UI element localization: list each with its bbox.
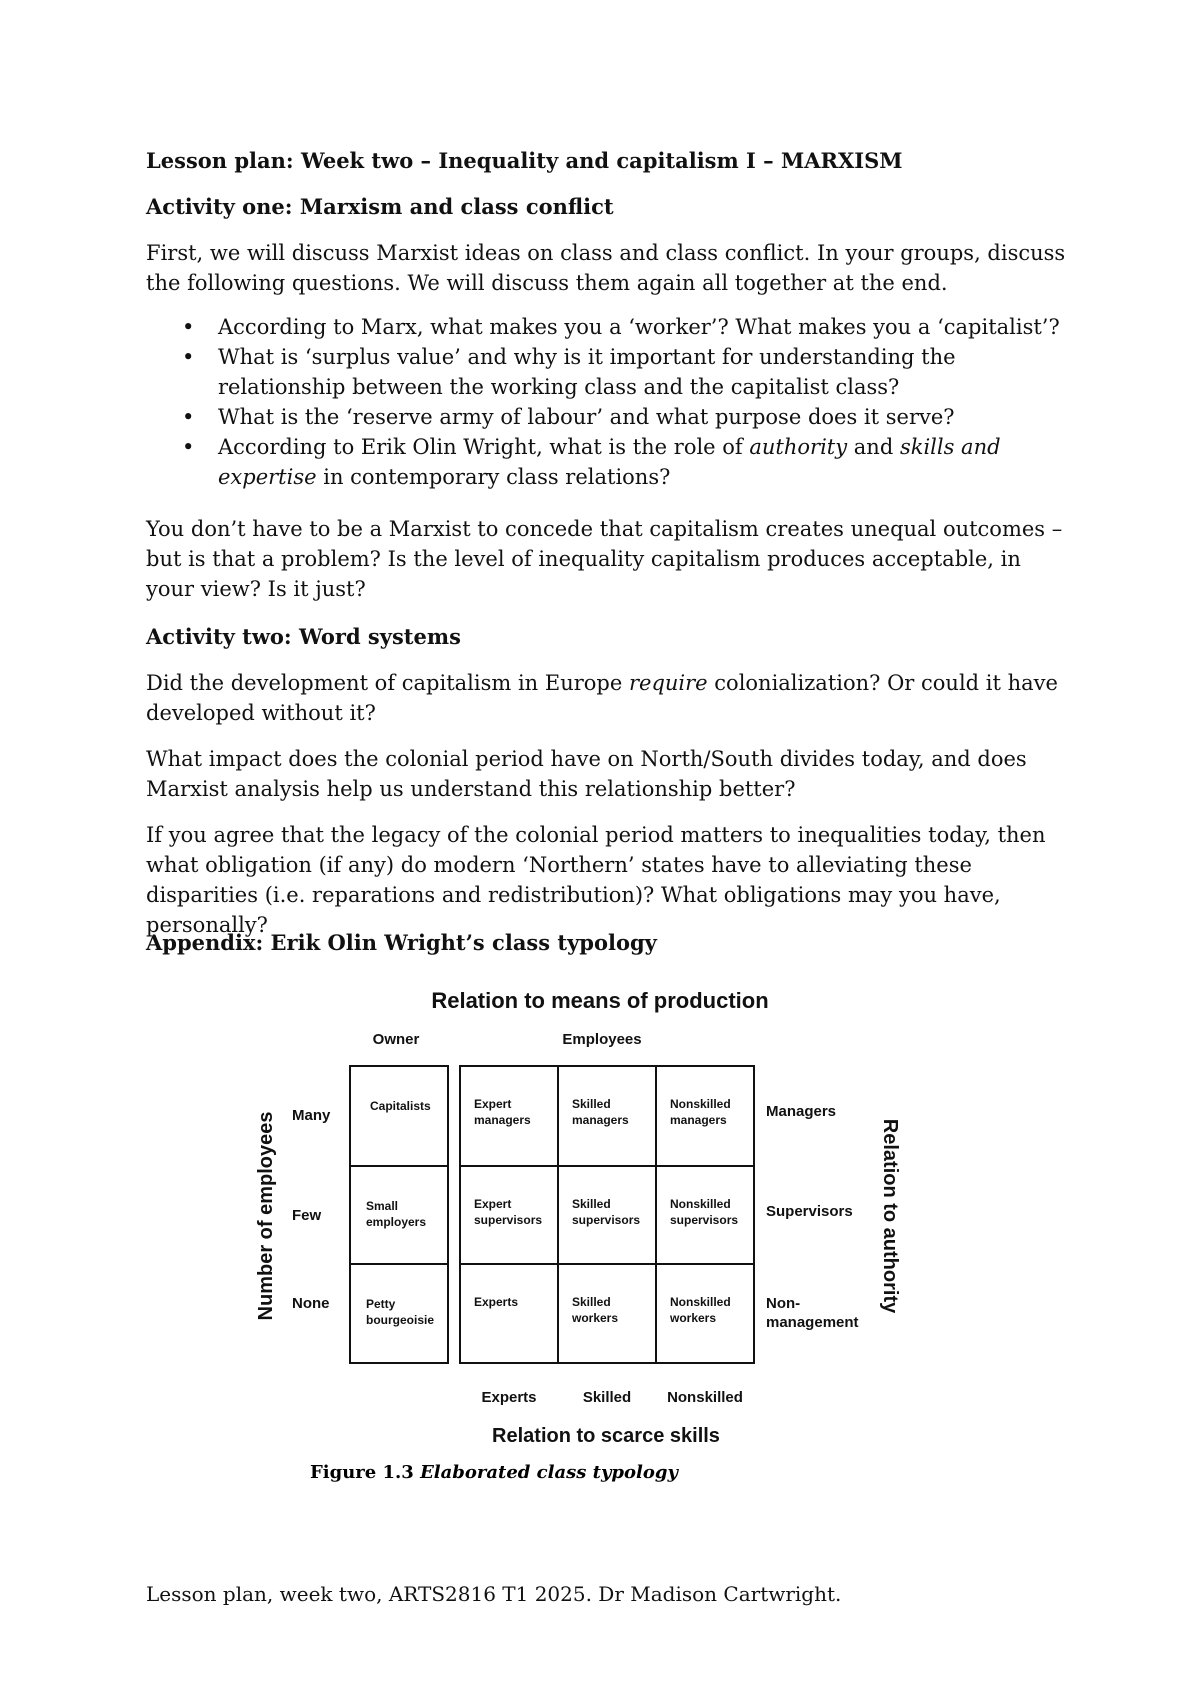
employee-cell-text: Experts	[474, 1295, 519, 1309]
employee-cell-text: supervisors	[572, 1213, 641, 1227]
question-item	[146, 432, 1066, 492]
bullet-icon: •	[182, 315, 195, 339]
row-label: Many	[292, 1107, 331, 1124]
question-text-part: According to Erik Olin Wright, what is the role of	[218, 435, 750, 459]
employee-cell-text: managers	[572, 1113, 629, 1127]
question-text: What is the ‘reserve army of labour’ and what purpose does it serve?	[218, 405, 955, 429]
left-axis-label: Number of employees	[255, 1111, 277, 1321]
page-footer: Lesson plan, week two, ARTS2816 T1 2025. Dr Madison Cartwright.	[146, 1582, 842, 1606]
skill-label: Skilled	[582, 1389, 632, 1406]
activity-two-paragraph-3: If you agree that the legacy of the colonial period matters to inequalities today, then what obligation (if any) do modern ‘Northern’ states have to alleviating these disparities (i.e. reparations and redistribution)? What obligations may you have, personally?	[146, 823, 1046, 937]
question-item	[146, 342, 1066, 402]
owner-cell-text: Small	[366, 1199, 399, 1213]
bottom-axis-label: Relation to scarce skills	[492, 1425, 720, 1447]
employee-cell-text: Expert	[474, 1197, 512, 1211]
figure-caption	[310, 1462, 679, 1483]
row-label: None	[292, 1295, 330, 1312]
employee-cell-text: Skilled	[572, 1097, 611, 1111]
caption-title: Elaborated class typology	[420, 1462, 678, 1483]
skill-label: Nonskilled	[667, 1389, 743, 1406]
bullet-icon: •	[182, 405, 195, 429]
bullet-icon: •	[182, 345, 195, 369]
question-item	[146, 312, 1066, 342]
employee-cell-text: supervisors	[474, 1213, 543, 1227]
owner-cell-text: bourgeoisie	[366, 1313, 435, 1327]
question-emphasis: authority	[749, 435, 848, 459]
activity-two-paragraph-1	[146, 668, 1066, 728]
question-text-part: in contemporary class relations?	[316, 465, 671, 489]
employee-cell-text: workers	[670, 1311, 717, 1325]
appendix-heading: Appendix: Erik Olin Wright’s class typology	[146, 930, 657, 955]
class-typology-diagram	[240, 982, 960, 1512]
employee-cell-text: workers	[572, 1311, 619, 1325]
paragraph-emphasis: require	[628, 671, 708, 695]
class-typology-figure	[240, 982, 960, 1512]
document-title: Lesson plan: Week two – Inequality and capitalism I – MARXISM	[146, 148, 903, 173]
activity-one-heading: Activity one: Marxism and class conflict	[146, 194, 614, 219]
right-axis-label: Relation to authority	[879, 1118, 901, 1314]
discussion-questions-list	[146, 312, 1066, 492]
activity-two-paragraph-2: What impact does the colonial period have on North/South divides today, and does Marxist analysis help us understand this relationship better?	[146, 747, 1027, 801]
row-label: Few	[292, 1207, 322, 1224]
employee-cell-text: supervisors	[670, 1213, 739, 1227]
question-text-part: and	[847, 435, 900, 459]
authority-label: Non-	[766, 1295, 801, 1312]
paragraph-text-part: Did the development of capitalism in Europe	[146, 671, 629, 695]
employee-cell-text: Nonskilled	[670, 1097, 731, 1111]
caption-label: Figure 1.3	[310, 1462, 421, 1483]
skill-label: Experts	[481, 1389, 537, 1406]
owner-cell-text: employers	[366, 1215, 427, 1229]
question-text: What is ‘surplus value’ and why is it important for understanding the relationship between the working class and the capitalist class?	[218, 345, 956, 399]
employee-cell-text: Expert	[474, 1097, 512, 1111]
activity-one-closing: You don’t have to be a Marxist to concede that capitalism creates unequal outcomes – but is that a problem? Is the level of inequality capitalism produces acceptable, in your view? Is it just?	[146, 517, 1063, 601]
activity-one-intro: First, we will discuss Marxist ideas on class and class conflict. In your groups, discuss the following questions. We will discuss them again all together at the end.	[146, 241, 1066, 295]
question-emphasis: skills and expertise	[218, 435, 1001, 489]
question-item	[146, 402, 1066, 432]
employees-label: Employees	[562, 1031, 642, 1048]
bullet-icon: •	[182, 435, 195, 459]
owner-cell-text: Petty	[366, 1297, 396, 1311]
owner-cell-text: Capitalists	[370, 1099, 431, 1113]
owner-label: Owner	[372, 1031, 420, 1048]
employee-cell-text: managers	[474, 1113, 531, 1127]
employee-cell-text: Nonskilled	[670, 1295, 731, 1309]
figure-top-title: Relation to means of production	[431, 988, 769, 1013]
authority-label: Managers	[766, 1103, 837, 1120]
employee-cell-text: Skilled	[572, 1295, 611, 1309]
authority-label: Supervisors	[766, 1203, 853, 1220]
employee-cell-text: managers	[670, 1113, 727, 1127]
authority-label: management	[766, 1314, 859, 1331]
activity-two-heading: Activity two: Word systems	[146, 624, 461, 649]
question-text: According to Marx, what makes you a ‘worker’? What makes you a ‘capitalist’?	[218, 315, 1060, 339]
paragraph-text-part: colonialization? Or could it have developed without it?	[146, 671, 1058, 725]
employee-cell-text: Nonskilled	[670, 1197, 731, 1211]
employee-cell-text: Skilled	[572, 1197, 611, 1211]
